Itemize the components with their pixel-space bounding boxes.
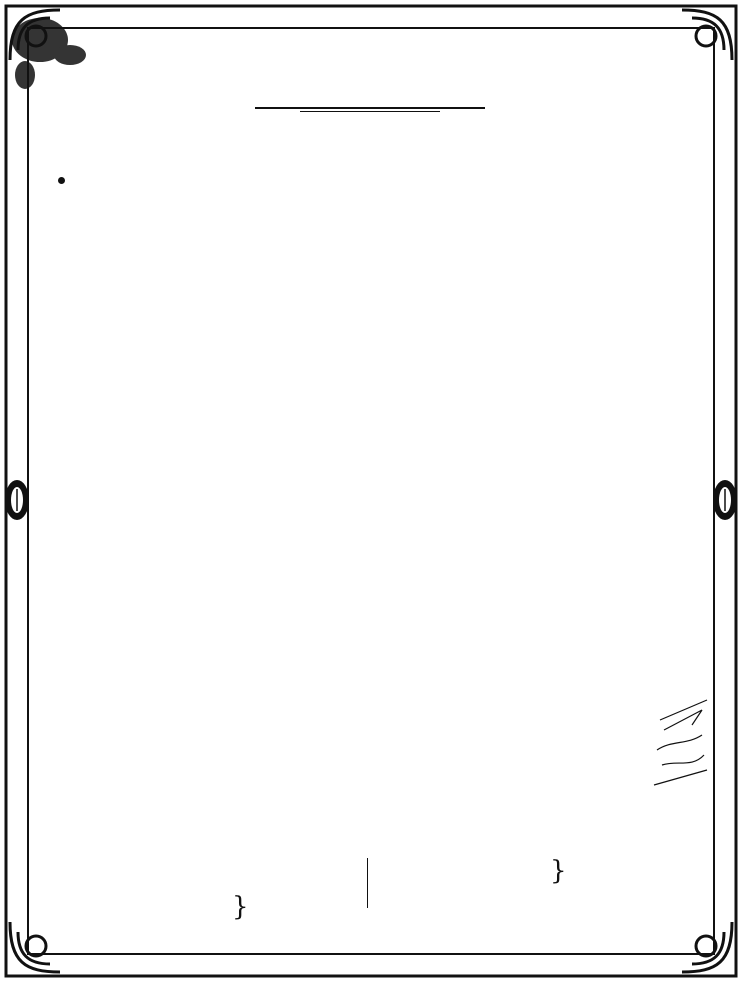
title-rule-bottom: [300, 111, 440, 112]
title-rule-top: [255, 107, 485, 109]
pencil-annotation: [652, 690, 712, 800]
signatory-divider: [367, 858, 368, 908]
letter-closing: [76, 774, 658, 778]
assistant-secretaries-brace: }: [550, 856, 567, 886]
letter-body: [76, 185, 658, 187]
ink-dot: [58, 177, 65, 184]
joint-secretaries-brace: }: [232, 892, 249, 922]
